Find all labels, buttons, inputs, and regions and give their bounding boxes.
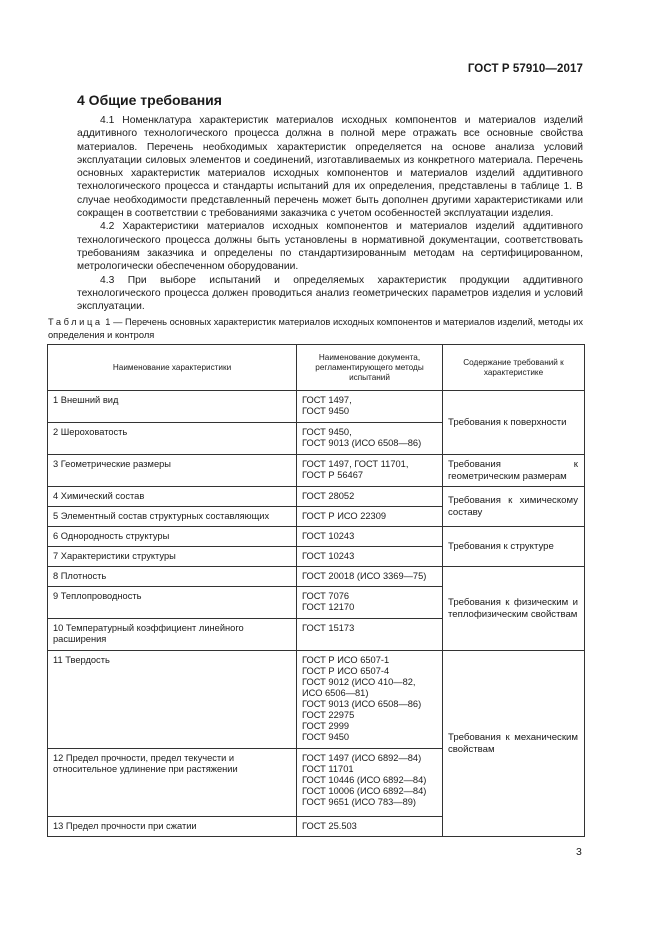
document-line: ГОСТ 10446 (ИСО 6892—84) (302, 775, 427, 785)
document-line: ГОСТ 22975 (302, 710, 355, 720)
document-cell (297, 587, 443, 619)
table-row (48, 487, 585, 507)
requirement-cell: Требования к геометрическим размерам (443, 455, 585, 487)
document-line: ГОСТ 9013 (ИСО 6508—86) (302, 699, 422, 709)
document-line: ГОСТ Р 56467 (302, 470, 364, 480)
document-line: ГОСТ 9450 (302, 732, 350, 742)
document-cell (297, 391, 443, 423)
header-characteristic: Наименование характеристики (48, 345, 297, 391)
page-number: 3 (576, 846, 582, 858)
document-line: ГОСТ 10243 (302, 531, 355, 541)
document-line: ГОСТ 10243 (302, 551, 355, 561)
document-cell (297, 507, 443, 527)
document-line: ГОСТ 1497, (302, 395, 352, 405)
characteristic-cell: 7 Характеристики структуры (48, 547, 297, 567)
characteristic-cell: 6 Однородность структуры (48, 527, 297, 547)
characteristic-cell: 12 Предел прочности, предел текучести и относительное удлинение при растяжении (48, 749, 297, 817)
requirement-cell: Требования к структуре (443, 527, 585, 567)
characteristic-cell: 11 Твердость (48, 651, 297, 749)
document-cell (297, 487, 443, 507)
characteristic-cell: 1 Внешний вид (48, 391, 297, 423)
paragraph-4-1: 4.1 Номенклатура характеристик материалов исходных компонентов и материалов изделий аддитивного технологического процесса должна в полной мере отражать все основные свойства материалов. Перечень необходимых характеристик определяется на основе анализа условий эксплуатации силовых элементов и соединений, изготавливаемых из конкретного материала. Перечень основных характеристик материалов исходных компонентов и материалов изделий аддитивного технологического процесса и стандарты испытаний для их определения, представлены в таблице 1. В случае необходимости представленный перечень может быть дополнен другими характеристиками или сокращен в соответствии с требованиями заказчика с учетом особенностей эксплуатации изделия. (77, 115, 583, 220)
header-requirements: Содержание требований к характеристике (443, 345, 585, 391)
paragraph-4-2: 4.2 Характеристики материалов исходных компонентов и материалов изделий аддитивного технологического процесса должны быть установлены в нормативной документации, соответствовать требованиям заказчика и определены по стандартизированным методам на сертифицированном, метрологически обеспеченном оборудовании. (77, 221, 583, 273)
table-row (48, 527, 585, 547)
characteristic-cell: 2 Шероховатость (48, 423, 297, 455)
document-cell (297, 423, 443, 455)
table-row (48, 391, 585, 423)
document-cell (297, 567, 443, 587)
document-line: ИСО 6506—81) (302, 688, 369, 698)
section-body (77, 114, 583, 313)
document-line: ГОСТ 2999 (302, 721, 350, 731)
document-line: ГОСТ 7076 (302, 591, 350, 601)
section-title: 4 Общие требования (77, 92, 222, 108)
requirement-cell: Требования к механическим свойствам (443, 651, 585, 837)
document-line: ГОСТ 15173 (302, 623, 355, 633)
requirement-cell: Требования к физическим и теплофизическим свойствам (443, 567, 585, 651)
document-line: ГОСТ 9013 (ИСО 6508—86) (302, 438, 422, 448)
document-line: ГОСТ 1497 (ИСО 6892—84) (302, 753, 422, 763)
characteristic-cell: 5 Элементный состав структурных составляющих (48, 507, 297, 527)
document-line: ГОСТ 9651 (ИСО 783—89) (302, 797, 417, 807)
document-cell (297, 547, 443, 567)
table-caption (48, 316, 583, 341)
characteristic-cell: 10 Температурный коэффициент линейного расширения (48, 619, 297, 651)
document-cell (297, 817, 443, 837)
document-line: ГОСТ 11701 (302, 764, 354, 774)
document-line: ГОСТ Р ИСО 6507-4 (302, 666, 390, 676)
characteristic-cell: 4 Химический состав (48, 487, 297, 507)
document-cell (297, 527, 443, 547)
document-cell (297, 749, 443, 817)
table-row (48, 567, 585, 587)
document-cell (297, 651, 443, 749)
document-line: ГОСТ 9012 (ИСО 410—82, (302, 677, 416, 687)
characteristic-cell: 3 Геометрические размеры (48, 455, 297, 487)
table-row (48, 455, 585, 487)
standard-code: ГОСТ Р 57910—2017 (467, 63, 583, 75)
document-line: ГОСТ 9450, (302, 427, 352, 437)
table-caption-text: 1 — Перечень основных характеристик материалов исходных компонентов и материалов изделий, методы их определения и контроля (48, 317, 583, 340)
document-line: ГОСТ 1497, ГОСТ 11701, (302, 459, 409, 469)
table-row (48, 651, 585, 749)
document-line: ГОСТ Р ИСО 22309 (302, 511, 387, 521)
document-cell (297, 619, 443, 651)
paragraph-4-3: 4.3 При выборе испытаний и определяемых характеристик продукции аддитивного технологического процесса должен проводиться анализ геометрических параметров изделия и условий эксплуатации. (77, 274, 583, 313)
characteristic-cell: 13 Предел прочности при сжатии (48, 817, 297, 837)
document-line: ГОСТ 25.503 (302, 821, 357, 831)
document-cell (297, 455, 443, 487)
requirement-cell: Требования к химическому составу (443, 487, 585, 527)
document-line: ГОСТ 12170 (302, 602, 355, 612)
document-line: ГОСТ 20018 (ИСО 3369—75) (302, 571, 427, 581)
document-line: ГОСТ Р ИСО 6507-1 (302, 655, 390, 665)
characteristic-cell: 8 Плотность (48, 567, 297, 587)
characteristics-table (47, 344, 585, 837)
table-header-row (48, 345, 585, 391)
requirement-cell: Требования к поверхности (443, 391, 585, 455)
header-document: Наименование документа, регламентирующего методы испытаний (297, 345, 443, 391)
table-caption-label: Таблица (48, 317, 103, 327)
characteristic-cell: 9 Теплопроводность (48, 587, 297, 619)
document-line: ГОСТ 9450 (302, 406, 350, 416)
document-line: ГОСТ 10006 (ИСО 6892—84) (302, 786, 427, 796)
document-line: ГОСТ 28052 (302, 491, 355, 501)
